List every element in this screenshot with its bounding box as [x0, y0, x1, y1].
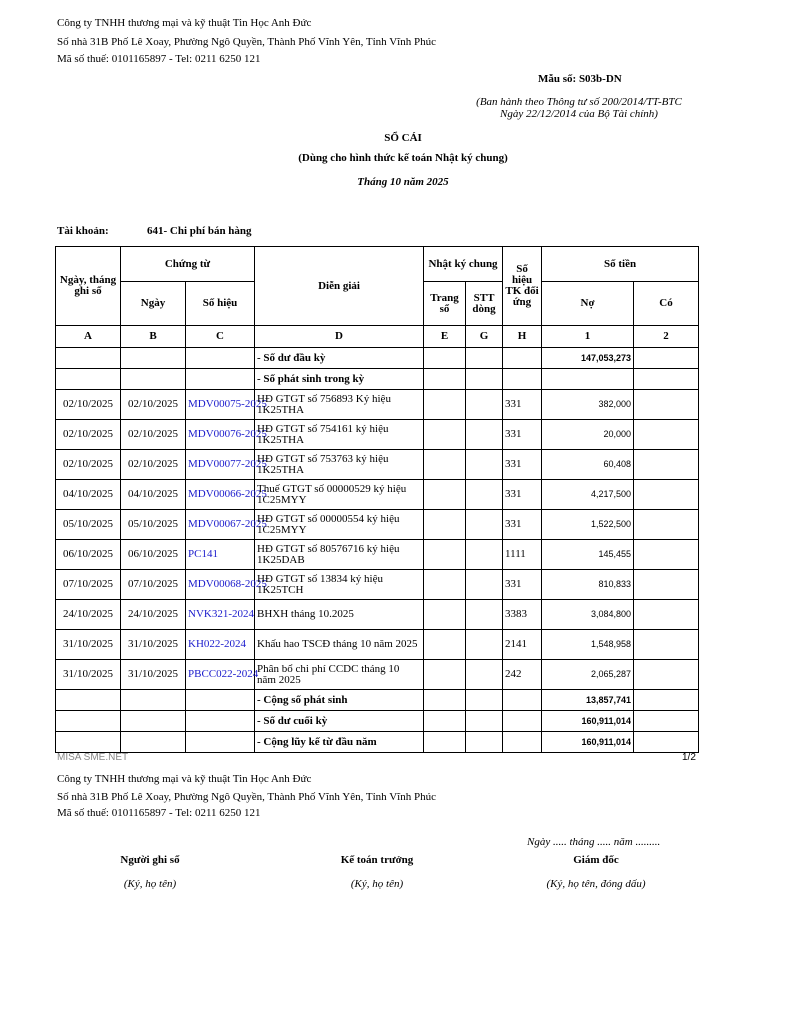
- header-credit: Có: [634, 282, 699, 326]
- contra-account: 1111: [503, 540, 542, 570]
- journal-line: [466, 570, 503, 600]
- company-name: Công ty TNHH thương mại và kỹ thuật Tin Học Anh Đức: [57, 17, 312, 29]
- debit-amount: 382,000: [542, 390, 634, 420]
- debit-amount: 20,000: [542, 420, 634, 450]
- voucher-number[interactable]: PC141: [186, 540, 255, 570]
- table-row: [56, 630, 699, 660]
- contra-account: 331: [503, 450, 542, 480]
- ytd-label: - Cộng lũy kế từ đầu năm: [255, 732, 424, 753]
- table-row: [56, 450, 699, 480]
- contra-account: 3383: [503, 600, 542, 630]
- voucher-number[interactable]: MDV00077-2025: [186, 450, 255, 480]
- voucher-number[interactable]: MDV00066-2025: [186, 480, 255, 510]
- entry-description: HĐ GTGT số 13834 ký hiệu 1K25TCH: [255, 570, 424, 600]
- signer-recorder-title: Người ghi sổ: [120, 854, 180, 866]
- ytd-row: [56, 732, 699, 753]
- column-code: D: [255, 326, 424, 348]
- column-code: E: [424, 326, 466, 348]
- voucher-number[interactable]: MDV00075-2025: [186, 390, 255, 420]
- voucher-number[interactable]: MDV00068-2025: [186, 570, 255, 600]
- journal-line: [466, 540, 503, 570]
- header-amount: Số tiền: [542, 247, 699, 282]
- header-description: Diễn giải: [255, 247, 424, 326]
- header-voucher: Chứng từ: [121, 247, 255, 282]
- voucher-number[interactable]: PBCC022-2024: [186, 660, 255, 690]
- misa-watermark: MISA SME.NET: [57, 752, 129, 763]
- journal-page: [424, 390, 466, 420]
- journal-line: [466, 510, 503, 540]
- table-row: [56, 480, 699, 510]
- journal-line: [466, 630, 503, 660]
- account-value: 641- Chi phí bán hàng: [147, 225, 252, 237]
- debit-amount: 1,548,958: [542, 630, 634, 660]
- entry-date: 31/10/2025: [56, 660, 121, 690]
- page-number: 1/2: [682, 752, 696, 763]
- period: Tháng 10 năm 2025: [357, 176, 449, 188]
- credit-amount: [634, 600, 699, 630]
- voucher-date: 02/10/2025: [121, 390, 186, 420]
- journal-page: [424, 630, 466, 660]
- voucher-date: 04/10/2025: [121, 480, 186, 510]
- signer-chief-accountant-title: Kế toán trưởng: [340, 854, 414, 866]
- voucher-number[interactable]: KH022-2024: [186, 630, 255, 660]
- incurred-label: - Số phát sinh trong kỳ: [255, 369, 424, 390]
- credit-amount: [634, 480, 699, 510]
- signer-director-note: (Ký, họ tên, đóng dấu): [546, 878, 646, 890]
- voucher-date: 31/10/2025: [121, 630, 186, 660]
- debit-amount: 3,084,800: [542, 600, 634, 630]
- table-row: [56, 540, 699, 570]
- entry-date: 31/10/2025: [56, 630, 121, 660]
- table-row: [56, 420, 699, 450]
- table-row: [56, 660, 699, 690]
- voucher-number[interactable]: NVK321-2024: [186, 600, 255, 630]
- closing-balance-label: - Số dư cuối kỳ: [255, 711, 424, 732]
- journal-line: [466, 390, 503, 420]
- voucher-date: 05/10/2025: [121, 510, 186, 540]
- voucher-number[interactable]: MDV00067-2025: [186, 510, 255, 540]
- table-row: [56, 390, 699, 420]
- opening-balance-label: - Số dư đầu kỳ: [255, 348, 424, 369]
- contra-account: 331: [503, 390, 542, 420]
- entry-date: 07/10/2025: [56, 570, 121, 600]
- voucher-date: 07/10/2025: [121, 570, 186, 600]
- total-incurred-debit: 13,857,741: [542, 690, 634, 711]
- table-row: [56, 510, 699, 540]
- contra-account: 2141: [503, 630, 542, 660]
- credit-amount: [634, 510, 699, 540]
- contra-account: 331: [503, 510, 542, 540]
- header-debit: Nợ: [542, 282, 634, 326]
- opening-balance-row: [56, 348, 699, 369]
- page-title: SỔ CÁI: [384, 132, 422, 144]
- contra-account: 331: [503, 420, 542, 450]
- entry-date: 02/10/2025: [56, 390, 121, 420]
- header-line: STT dòng: [466, 282, 503, 326]
- signer-recorder-note: (Ký, họ tên): [123, 878, 177, 890]
- credit-amount: [634, 630, 699, 660]
- journal-page: [424, 540, 466, 570]
- issued-line-1: (Ban hành theo Thông tư số 200/2014/TT-BTC: [476, 96, 682, 108]
- credit-amount: [634, 420, 699, 450]
- column-code: B: [121, 326, 186, 348]
- journal-line: [466, 450, 503, 480]
- journal-page: [424, 450, 466, 480]
- entry-description: Phân bổ chi phí CCDC tháng 10 năm 2025: [255, 660, 424, 690]
- footer-company-name: Công ty TNHH thương mại và kỹ thuật Tin Học Anh Đức: [57, 773, 312, 785]
- entry-description: Khấu hao TSCĐ tháng 10 năm 2025: [255, 630, 424, 660]
- journal-page: [424, 570, 466, 600]
- voucher-date: 24/10/2025: [121, 600, 186, 630]
- ledger-table: [55, 246, 699, 753]
- contra-account: 331: [503, 480, 542, 510]
- column-code: G: [466, 326, 503, 348]
- column-code-row: [56, 326, 699, 348]
- debit-amount: 4,217,500: [542, 480, 634, 510]
- voucher-date: 31/10/2025: [121, 660, 186, 690]
- signature-date: Ngày ..... tháng ..... năm .........: [527, 836, 661, 848]
- credit-amount: [634, 660, 699, 690]
- debit-amount: 1,522,500: [542, 510, 634, 540]
- header-voucher-number: Số hiệu: [186, 282, 255, 326]
- voucher-number[interactable]: MDV00076-2025: [186, 420, 255, 450]
- total-incurred-row: [56, 690, 699, 711]
- column-code: H: [503, 326, 542, 348]
- entry-date: 04/10/2025: [56, 480, 121, 510]
- entry-description: HĐ GTGT số 756893 Ký hiệu 1K25THA: [255, 390, 424, 420]
- voucher-date: 06/10/2025: [121, 540, 186, 570]
- entry-description: Thuế GTGT số 00000529 ký hiệu 1C25MYY: [255, 480, 424, 510]
- header-page: Trang sổ: [424, 282, 466, 326]
- header-posting-date: Ngày, tháng ghi sổ: [56, 247, 121, 326]
- page-subtitle: (Dùng cho hình thức kế toán Nhật ký chung): [298, 152, 508, 164]
- column-code: C: [186, 326, 255, 348]
- entry-date: 02/10/2025: [56, 420, 121, 450]
- ytd-debit: 160,911,014: [542, 732, 634, 753]
- signer-chief-accountant-note: (Ký, họ tên): [350, 878, 404, 890]
- entry-description: HĐ GTGT số 753763 ký hiệu 1K25THA: [255, 450, 424, 480]
- table-row: [56, 570, 699, 600]
- entry-description: HĐ GTGT số 754161 ký hiệu 1K25THA: [255, 420, 424, 450]
- entry-date: 06/10/2025: [56, 540, 121, 570]
- total-incurred-label: - Cộng số phát sinh: [255, 690, 424, 711]
- journal-page: [424, 480, 466, 510]
- header-voucher-date: Ngày: [121, 282, 186, 326]
- contra-account: 242: [503, 660, 542, 690]
- debit-amount: 60,408: [542, 450, 634, 480]
- journal-page: [424, 420, 466, 450]
- journal-line: [466, 660, 503, 690]
- header-journal: Nhật ký chung: [424, 247, 503, 282]
- journal-line: [466, 480, 503, 510]
- opening-balance-debit: 147,053,273: [542, 348, 634, 369]
- journal-line: [466, 600, 503, 630]
- entry-date: 24/10/2025: [56, 600, 121, 630]
- journal-page: [424, 660, 466, 690]
- voucher-date: 02/10/2025: [121, 450, 186, 480]
- column-code: A: [56, 326, 121, 348]
- closing-balance-row: [56, 711, 699, 732]
- column-code: 1: [542, 326, 634, 348]
- credit-amount: [634, 540, 699, 570]
- credit-amount: [634, 450, 699, 480]
- entry-description: HĐ GTGT số 80576716 ký hiệu 1K25DAB: [255, 540, 424, 570]
- credit-amount: [634, 570, 699, 600]
- voucher-date: 02/10/2025: [121, 420, 186, 450]
- footer-company-tax: Mã số thuế: 0101165897 - Tel: 0211 6250 121: [57, 807, 261, 819]
- entry-description: BHXH tháng 10.2025: [255, 600, 424, 630]
- column-code: 2: [634, 326, 699, 348]
- debit-amount: 2,065,287: [542, 660, 634, 690]
- company-tax: Mã số thuế: 0101165897 - Tel: 0211 6250 121: [57, 53, 261, 65]
- contra-account: 331: [503, 570, 542, 600]
- company-address: Số nhà 31B Phố Lê Xoay, Phường Ngô Quyền, Thành Phố Vĩnh Yên, Tỉnh Vĩnh Phúc: [57, 36, 436, 48]
- credit-amount: [634, 390, 699, 420]
- account-label: Tài khoản:: [57, 225, 109, 237]
- entry-date: 02/10/2025: [56, 450, 121, 480]
- journal-page: [424, 600, 466, 630]
- incurred-header-row: [56, 369, 699, 390]
- signer-director-title: Giám đốc: [573, 854, 619, 866]
- debit-amount: 145,455: [542, 540, 634, 570]
- entry-description: HĐ GTGT số 00000554 ký hiệu 1C25MYY: [255, 510, 424, 540]
- footer-company-address: Số nhà 31B Phố Lê Xoay, Phường Ngô Quyền, Thành Phố Vĩnh Yên, Tỉnh Vĩnh Phúc: [57, 791, 436, 803]
- journal-page: [424, 510, 466, 540]
- closing-balance-debit: 160,911,014: [542, 711, 634, 732]
- journal-line: [466, 420, 503, 450]
- header-contra-account: Số hiệu TK đối ứng: [503, 247, 542, 326]
- table-row: [56, 600, 699, 630]
- entry-date: 05/10/2025: [56, 510, 121, 540]
- debit-amount: 810,833: [542, 570, 634, 600]
- issued-line-2: Ngày 22/12/2014 của Bộ Tài chính): [500, 108, 658, 120]
- form-number: Mẫu số: S03b-DN: [538, 73, 622, 85]
